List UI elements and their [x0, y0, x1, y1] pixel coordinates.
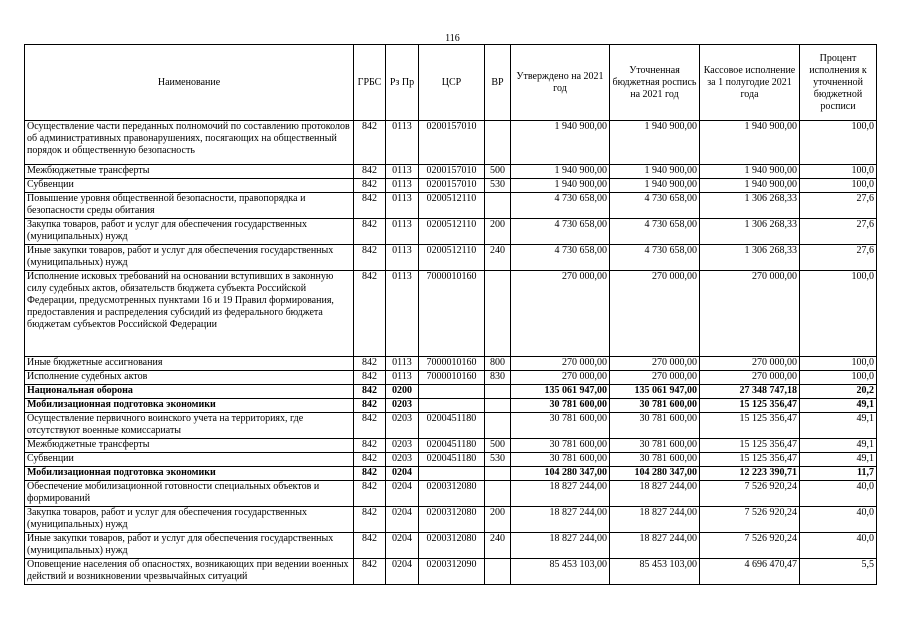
cell-rzpr: 0204: [386, 481, 419, 507]
cell-grbs: 842: [354, 533, 386, 559]
cell-name: Мобилизационная подготовка экономики: [25, 399, 354, 413]
budget-table: [24, 44, 877, 585]
cell-approved: 18 827 244,00: [511, 533, 610, 559]
table-row: [25, 179, 877, 193]
cell-cash: 7 526 920,24: [700, 533, 800, 559]
cell-cash: 1 940 900,00: [700, 121, 800, 165]
cell-percent: 100,0: [800, 121, 877, 165]
cell-percent: 27,6: [800, 193, 877, 219]
cell-csr: 0200312090: [419, 559, 485, 585]
cell-approved: 1 940 900,00: [511, 121, 610, 165]
cell-name: Осуществление первичного воинского учета на территориях, где отсутствуют военные комиссариаты: [25, 413, 354, 439]
table-row: [25, 507, 877, 533]
cell-vr: 800: [485, 357, 511, 371]
cell-approved: 4 730 658,00: [511, 219, 610, 245]
cell-percent: 11,7: [800, 467, 877, 481]
cell-csr: 7000010160: [419, 271, 485, 357]
cell-cash: 1 306 268,33: [700, 219, 800, 245]
cell-grbs: 842: [354, 121, 386, 165]
cell-csr: 0200451180: [419, 439, 485, 453]
cell-rzpr: 0200: [386, 385, 419, 399]
header-refined: Уточненная бюджетная роспись на 2021 год: [610, 45, 700, 121]
cell-cash: 15 125 356,47: [700, 399, 800, 413]
cell-vr: [485, 413, 511, 439]
cell-rzpr: 0113: [386, 121, 419, 165]
cell-grbs: 842: [354, 507, 386, 533]
header-approved: Утверждено на 2021 год: [511, 45, 610, 121]
table-header-row: [25, 45, 877, 121]
cell-refined: 104 280 347,00: [610, 467, 700, 481]
cell-rzpr: 0113: [386, 193, 419, 219]
cell-refined: 30 781 600,00: [610, 413, 700, 439]
cell-cash: 27 348 747,18: [700, 385, 800, 399]
cell-grbs: 842: [354, 245, 386, 271]
cell-approved: 30 781 600,00: [511, 439, 610, 453]
cell-refined: 1 940 900,00: [610, 165, 700, 179]
cell-name: Мобилизационная подготовка экономики: [25, 467, 354, 481]
cell-grbs: 842: [354, 357, 386, 371]
cell-grbs: 842: [354, 399, 386, 413]
cell-percent: 40,0: [800, 507, 877, 533]
header-rzpr: Рз Пр: [386, 45, 419, 121]
cell-percent: 49,1: [800, 453, 877, 467]
table-row: [25, 271, 877, 357]
cell-rzpr: 0204: [386, 507, 419, 533]
cell-refined: 1 940 900,00: [610, 121, 700, 165]
cell-cash: 1 306 268,33: [700, 245, 800, 271]
cell-name: Иные закупки товаров, работ и услуг для обеспечения государственных (муниципальных) нужд: [25, 245, 354, 271]
cell-refined: 270 000,00: [610, 371, 700, 385]
cell-approved: 85 453 103,00: [511, 559, 610, 585]
cell-percent: 40,0: [800, 481, 877, 507]
cell-vr: [485, 467, 511, 481]
cell-name: Закупка товаров, работ и услуг для обеспечения государственных (муниципальных) нужд: [25, 507, 354, 533]
cell-vr: 240: [485, 245, 511, 271]
cell-vr: [485, 385, 511, 399]
cell-percent: 40,0: [800, 533, 877, 559]
header-vr: ВР: [485, 45, 511, 121]
cell-rzpr: 0203: [386, 453, 419, 467]
cell-csr: [419, 399, 485, 413]
cell-cash: 15 125 356,47: [700, 439, 800, 453]
cell-refined: 18 827 244,00: [610, 533, 700, 559]
cell-csr: 0200312080: [419, 507, 485, 533]
cell-csr: 0200157010: [419, 121, 485, 165]
table-row: [25, 439, 877, 453]
cell-name: Исполнение судебных актов: [25, 371, 354, 385]
cell-cash: 15 125 356,47: [700, 413, 800, 439]
cell-rzpr: 0113: [386, 219, 419, 245]
cell-refined: 30 781 600,00: [610, 453, 700, 467]
table-row: [25, 165, 877, 179]
cell-csr: 0200512110: [419, 245, 485, 271]
cell-approved: 104 280 347,00: [511, 467, 610, 481]
cell-csr: [419, 385, 485, 399]
cell-approved: 18 827 244,00: [511, 481, 610, 507]
cell-approved: 1 940 900,00: [511, 165, 610, 179]
cell-grbs: 842: [354, 467, 386, 481]
cell-grbs: 842: [354, 271, 386, 357]
cell-grbs: 842: [354, 413, 386, 439]
cell-csr: [419, 467, 485, 481]
cell-vr: [485, 271, 511, 357]
table-row: [25, 245, 877, 271]
cell-csr: 0200512110: [419, 219, 485, 245]
table-row: [25, 559, 877, 585]
cell-vr: 500: [485, 439, 511, 453]
cell-rzpr: 0204: [386, 467, 419, 481]
cell-vr: 200: [485, 507, 511, 533]
cell-csr: 7000010160: [419, 371, 485, 385]
cell-approved: 270 000,00: [511, 371, 610, 385]
cell-approved: 270 000,00: [511, 271, 610, 357]
cell-rzpr: 0204: [386, 533, 419, 559]
table-row: [25, 533, 877, 559]
page-number: 116: [445, 33, 460, 44]
cell-vr: [485, 399, 511, 413]
table-row: [25, 219, 877, 245]
table-row: [25, 371, 877, 385]
table-row: [25, 357, 877, 371]
cell-name: Субвенции: [25, 453, 354, 467]
cell-grbs: 842: [354, 439, 386, 453]
cell-refined: 135 061 947,00: [610, 385, 700, 399]
cell-grbs: 842: [354, 453, 386, 467]
cell-name: Закупка товаров, работ и услуг для обеспечения государственных (муниципальных) нужд: [25, 219, 354, 245]
cell-approved: 1 940 900,00: [511, 179, 610, 193]
cell-refined: 4 730 658,00: [610, 219, 700, 245]
cell-rzpr: 0113: [386, 371, 419, 385]
cell-csr: 0200312080: [419, 533, 485, 559]
cell-rzpr: 0113: [386, 179, 419, 193]
cell-rzpr: 0203: [386, 413, 419, 439]
cell-grbs: 842: [354, 219, 386, 245]
cell-cash: 1 306 268,33: [700, 193, 800, 219]
cell-vr: [485, 193, 511, 219]
cell-approved: 4 730 658,00: [511, 193, 610, 219]
cell-name: Осуществление части переданных полномочий по составлению протоколов об административных правонарушениях, посягающих на общественный порядок и общественную безопасность: [25, 121, 354, 165]
cell-csr: 0200451180: [419, 413, 485, 439]
cell-grbs: 842: [354, 385, 386, 399]
cell-rzpr: 0113: [386, 245, 419, 271]
cell-vr: [485, 121, 511, 165]
cell-approved: 4 730 658,00: [511, 245, 610, 271]
cell-rzpr: 0203: [386, 399, 419, 413]
cell-refined: 1 940 900,00: [610, 179, 700, 193]
cell-name: Национальная оборона: [25, 385, 354, 399]
cell-percent: 49,1: [800, 413, 877, 439]
cell-rzpr: 0113: [386, 271, 419, 357]
cell-cash: 12 223 390,71: [700, 467, 800, 481]
cell-cash: 7 526 920,24: [700, 507, 800, 533]
cell-csr: 0200157010: [419, 179, 485, 193]
cell-cash: 270 000,00: [700, 371, 800, 385]
cell-approved: 30 781 600,00: [511, 413, 610, 439]
cell-grbs: 842: [354, 371, 386, 385]
cell-vr: [485, 481, 511, 507]
table-row: [25, 121, 877, 165]
cell-vr: 240: [485, 533, 511, 559]
cell-cash: 7 526 920,24: [700, 481, 800, 507]
cell-grbs: 842: [354, 179, 386, 193]
cell-grbs: 842: [354, 193, 386, 219]
header-cash: Кассовое исполнение за 1 полугодие 2021 года: [700, 45, 800, 121]
header-grbs: ГРБС: [354, 45, 386, 121]
table-row: [25, 385, 877, 399]
cell-vr: 530: [485, 179, 511, 193]
cell-percent: 100,0: [800, 179, 877, 193]
cell-refined: 270 000,00: [610, 271, 700, 357]
cell-percent: 5,5: [800, 559, 877, 585]
cell-percent: 100,0: [800, 271, 877, 357]
cell-name: Межбюджетные трансферты: [25, 165, 354, 179]
cell-cash: 1 940 900,00: [700, 165, 800, 179]
cell-cash: 15 125 356,47: [700, 453, 800, 467]
cell-refined: 85 453 103,00: [610, 559, 700, 585]
cell-name: Повышение уровня общественной безопасности, правопорядка и безопасности среды обитания: [25, 193, 354, 219]
cell-grbs: 842: [354, 165, 386, 179]
cell-refined: 30 781 600,00: [610, 439, 700, 453]
cell-percent: 27,6: [800, 219, 877, 245]
cell-percent: 27,6: [800, 245, 877, 271]
cell-approved: 30 781 600,00: [511, 399, 610, 413]
cell-approved: 18 827 244,00: [511, 507, 610, 533]
cell-rzpr: 0203: [386, 439, 419, 453]
table-body: [25, 121, 877, 585]
cell-csr: 0200157010: [419, 165, 485, 179]
cell-grbs: 842: [354, 481, 386, 507]
cell-csr: 0200512110: [419, 193, 485, 219]
cell-vr: 500: [485, 165, 511, 179]
cell-name: Обеспечение мобилизационной готовности специальных объектов и формирований: [25, 481, 354, 507]
header-csr: ЦСР: [419, 45, 485, 121]
cell-cash: 4 696 470,47: [700, 559, 800, 585]
cell-grbs: 842: [354, 559, 386, 585]
cell-approved: 135 061 947,00: [511, 385, 610, 399]
cell-refined: 30 781 600,00: [610, 399, 700, 413]
table-row: [25, 453, 877, 467]
table-row: [25, 399, 877, 413]
cell-refined: 18 827 244,00: [610, 507, 700, 533]
cell-vr: 830: [485, 371, 511, 385]
header-percent: Процент исполнения к уточненной бюджетной росписи: [800, 45, 877, 121]
cell-csr: 7000010160: [419, 357, 485, 371]
cell-approved: 30 781 600,00: [511, 453, 610, 467]
cell-cash: 1 940 900,00: [700, 179, 800, 193]
cell-name: Иные бюджетные ассигнования: [25, 357, 354, 371]
cell-percent: 20,2: [800, 385, 877, 399]
cell-percent: 49,1: [800, 399, 877, 413]
cell-approved: 270 000,00: [511, 357, 610, 371]
cell-cash: 270 000,00: [700, 271, 800, 357]
cell-rzpr: 0204: [386, 559, 419, 585]
header-name: Наименование: [25, 45, 354, 121]
table-row: [25, 467, 877, 481]
cell-refined: 270 000,00: [610, 357, 700, 371]
cell-percent: 100,0: [800, 165, 877, 179]
table-row: [25, 193, 877, 219]
cell-csr: 0200451180: [419, 453, 485, 467]
cell-percent: 49,1: [800, 439, 877, 453]
cell-csr: 0200312080: [419, 481, 485, 507]
cell-refined: 4 730 658,00: [610, 245, 700, 271]
cell-cash: 270 000,00: [700, 357, 800, 371]
cell-percent: 100,0: [800, 371, 877, 385]
cell-refined: 4 730 658,00: [610, 193, 700, 219]
cell-name: Оповещение населения об опасностях, возникающих при ведении военных действий и возникновении чрезвычайных ситуаций: [25, 559, 354, 585]
cell-rzpr: 0113: [386, 357, 419, 371]
cell-name: Иные закупки товаров, работ и услуг для обеспечения государственных (муниципальных) нужд: [25, 533, 354, 559]
cell-vr: 200: [485, 219, 511, 245]
cell-percent: 100,0: [800, 357, 877, 371]
cell-vr: [485, 559, 511, 585]
cell-name: Межбюджетные трансферты: [25, 439, 354, 453]
table-row: [25, 481, 877, 507]
cell-rzpr: 0113: [386, 165, 419, 179]
table-row: [25, 413, 877, 439]
cell-name: Субвенции: [25, 179, 354, 193]
cell-vr: 530: [485, 453, 511, 467]
cell-name: Исполнение исковых требований на основании вступивших в законную силу судебных актов, обязательств бюджета субъекта Российской Федерации, предусмотренных пунктами 16 и 19 Правил формирования, предоставления и распределения субсидий из федерального бюджета бюджетам субъектов Российской Федерации: [25, 271, 354, 357]
cell-refined: 18 827 244,00: [610, 481, 700, 507]
